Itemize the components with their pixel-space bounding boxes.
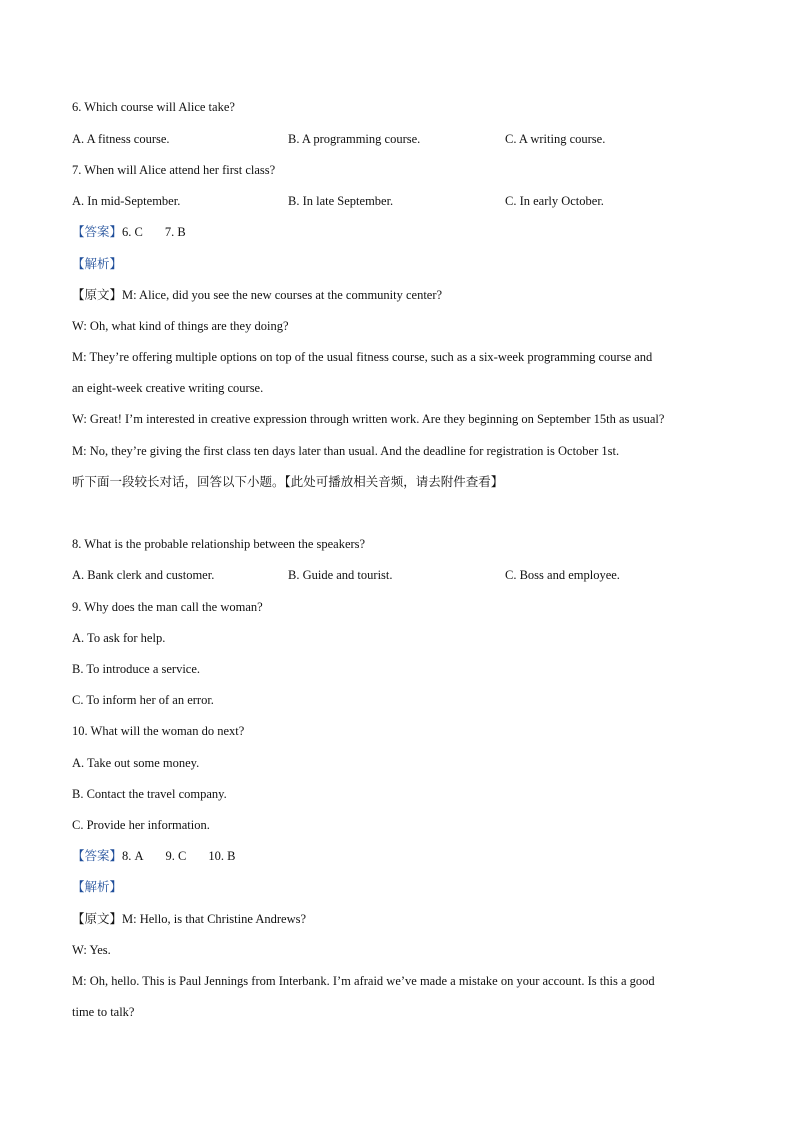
q7-option-b: B. In late September. (288, 194, 394, 208)
q8-option-c: C. Boss and employee. (505, 568, 620, 582)
q9-option-c: C. To inform her of an error. (72, 693, 214, 707)
transcript-label: 【原文】 (72, 911, 123, 926)
answer-label: 【答案】 (72, 224, 123, 239)
q8-option-a: A. Bank clerk and customer. (72, 568, 215, 582)
transcript-line: an eight-week creative writing course. (72, 381, 264, 395)
q7-option-a: A. In mid-September. (72, 194, 181, 208)
transcript-text: M: Alice, did you see the new courses at the community center? (122, 288, 443, 302)
answer-9: 9. C (165, 849, 187, 863)
q10-option-a: A. Take out some money. (72, 756, 200, 770)
analysis-label: 【解析】 (72, 879, 123, 894)
q10-option-c: C. Provide her information. (72, 818, 210, 832)
transcript-text: M: Hello, is that Christine Andrews? (122, 912, 307, 926)
answer-8: 8. A (122, 849, 144, 863)
transcript-label: 【原文】 (72, 287, 123, 302)
listening-instruction: 听下面一段较长对话，回答以下小题。【此处可播放相关音频，请去附件查看】 (72, 474, 504, 489)
analysis-label: 【解析】 (72, 256, 123, 271)
q8-option-b: B. Guide and tourist. (288, 568, 393, 582)
transcript-line: W: Oh, what kind of things are they doing? (72, 319, 289, 333)
transcript-line: time to talk? (72, 1005, 135, 1019)
q10-option-b: B. Contact the travel company. (72, 787, 227, 801)
transcript-line: M: Oh, hello. This is Paul Jennings from Interbank. I’m afraid we’ve made a mistake on your account. Is this a good (72, 974, 655, 988)
transcript-line: W: Yes. (72, 943, 111, 957)
transcript-line: M: They’re offering multiple options on top of the usual fitness course, such as a six-week programming course and (72, 350, 653, 364)
q9-option-a: A. To ask for help. (72, 631, 166, 645)
transcript-line: M: No, they’re giving the first class ten days later than usual. And the deadline for registration is October 1st. (72, 444, 620, 458)
q7-option-c: C. In early October. (505, 194, 604, 208)
answer-7: 7. B (164, 225, 186, 239)
transcript-line (72, 911, 306, 927)
q6-option-b: B. A programming course. (288, 132, 421, 146)
question-7: 7. When will Alice attend her first class? (72, 163, 276, 177)
q9-option-b: B. To introduce a service. (72, 662, 201, 676)
transcript-line: W: Great! I’m interested in creative expression through written work. Are they beginning on September 15th as usual? (72, 412, 665, 426)
answer-line-2 (72, 848, 235, 864)
q6-option-a: A. A fitness course. (72, 132, 170, 146)
answer-line-1 (72, 224, 186, 240)
question-6: 6. Which course will Alice take? (72, 100, 235, 114)
answer-6: 6. C (122, 225, 143, 239)
answer-10: 10. B (208, 849, 236, 863)
answer-label: 【答案】 (72, 848, 123, 863)
question-10: 10. What will the woman do next? (72, 724, 245, 738)
question-9: 9. Why does the man call the woman? (72, 600, 263, 614)
question-8: 8. What is the probable relationship between the speakers? (72, 537, 366, 551)
q6-option-c: C. A writing course. (505, 132, 606, 146)
transcript-line (72, 287, 442, 303)
